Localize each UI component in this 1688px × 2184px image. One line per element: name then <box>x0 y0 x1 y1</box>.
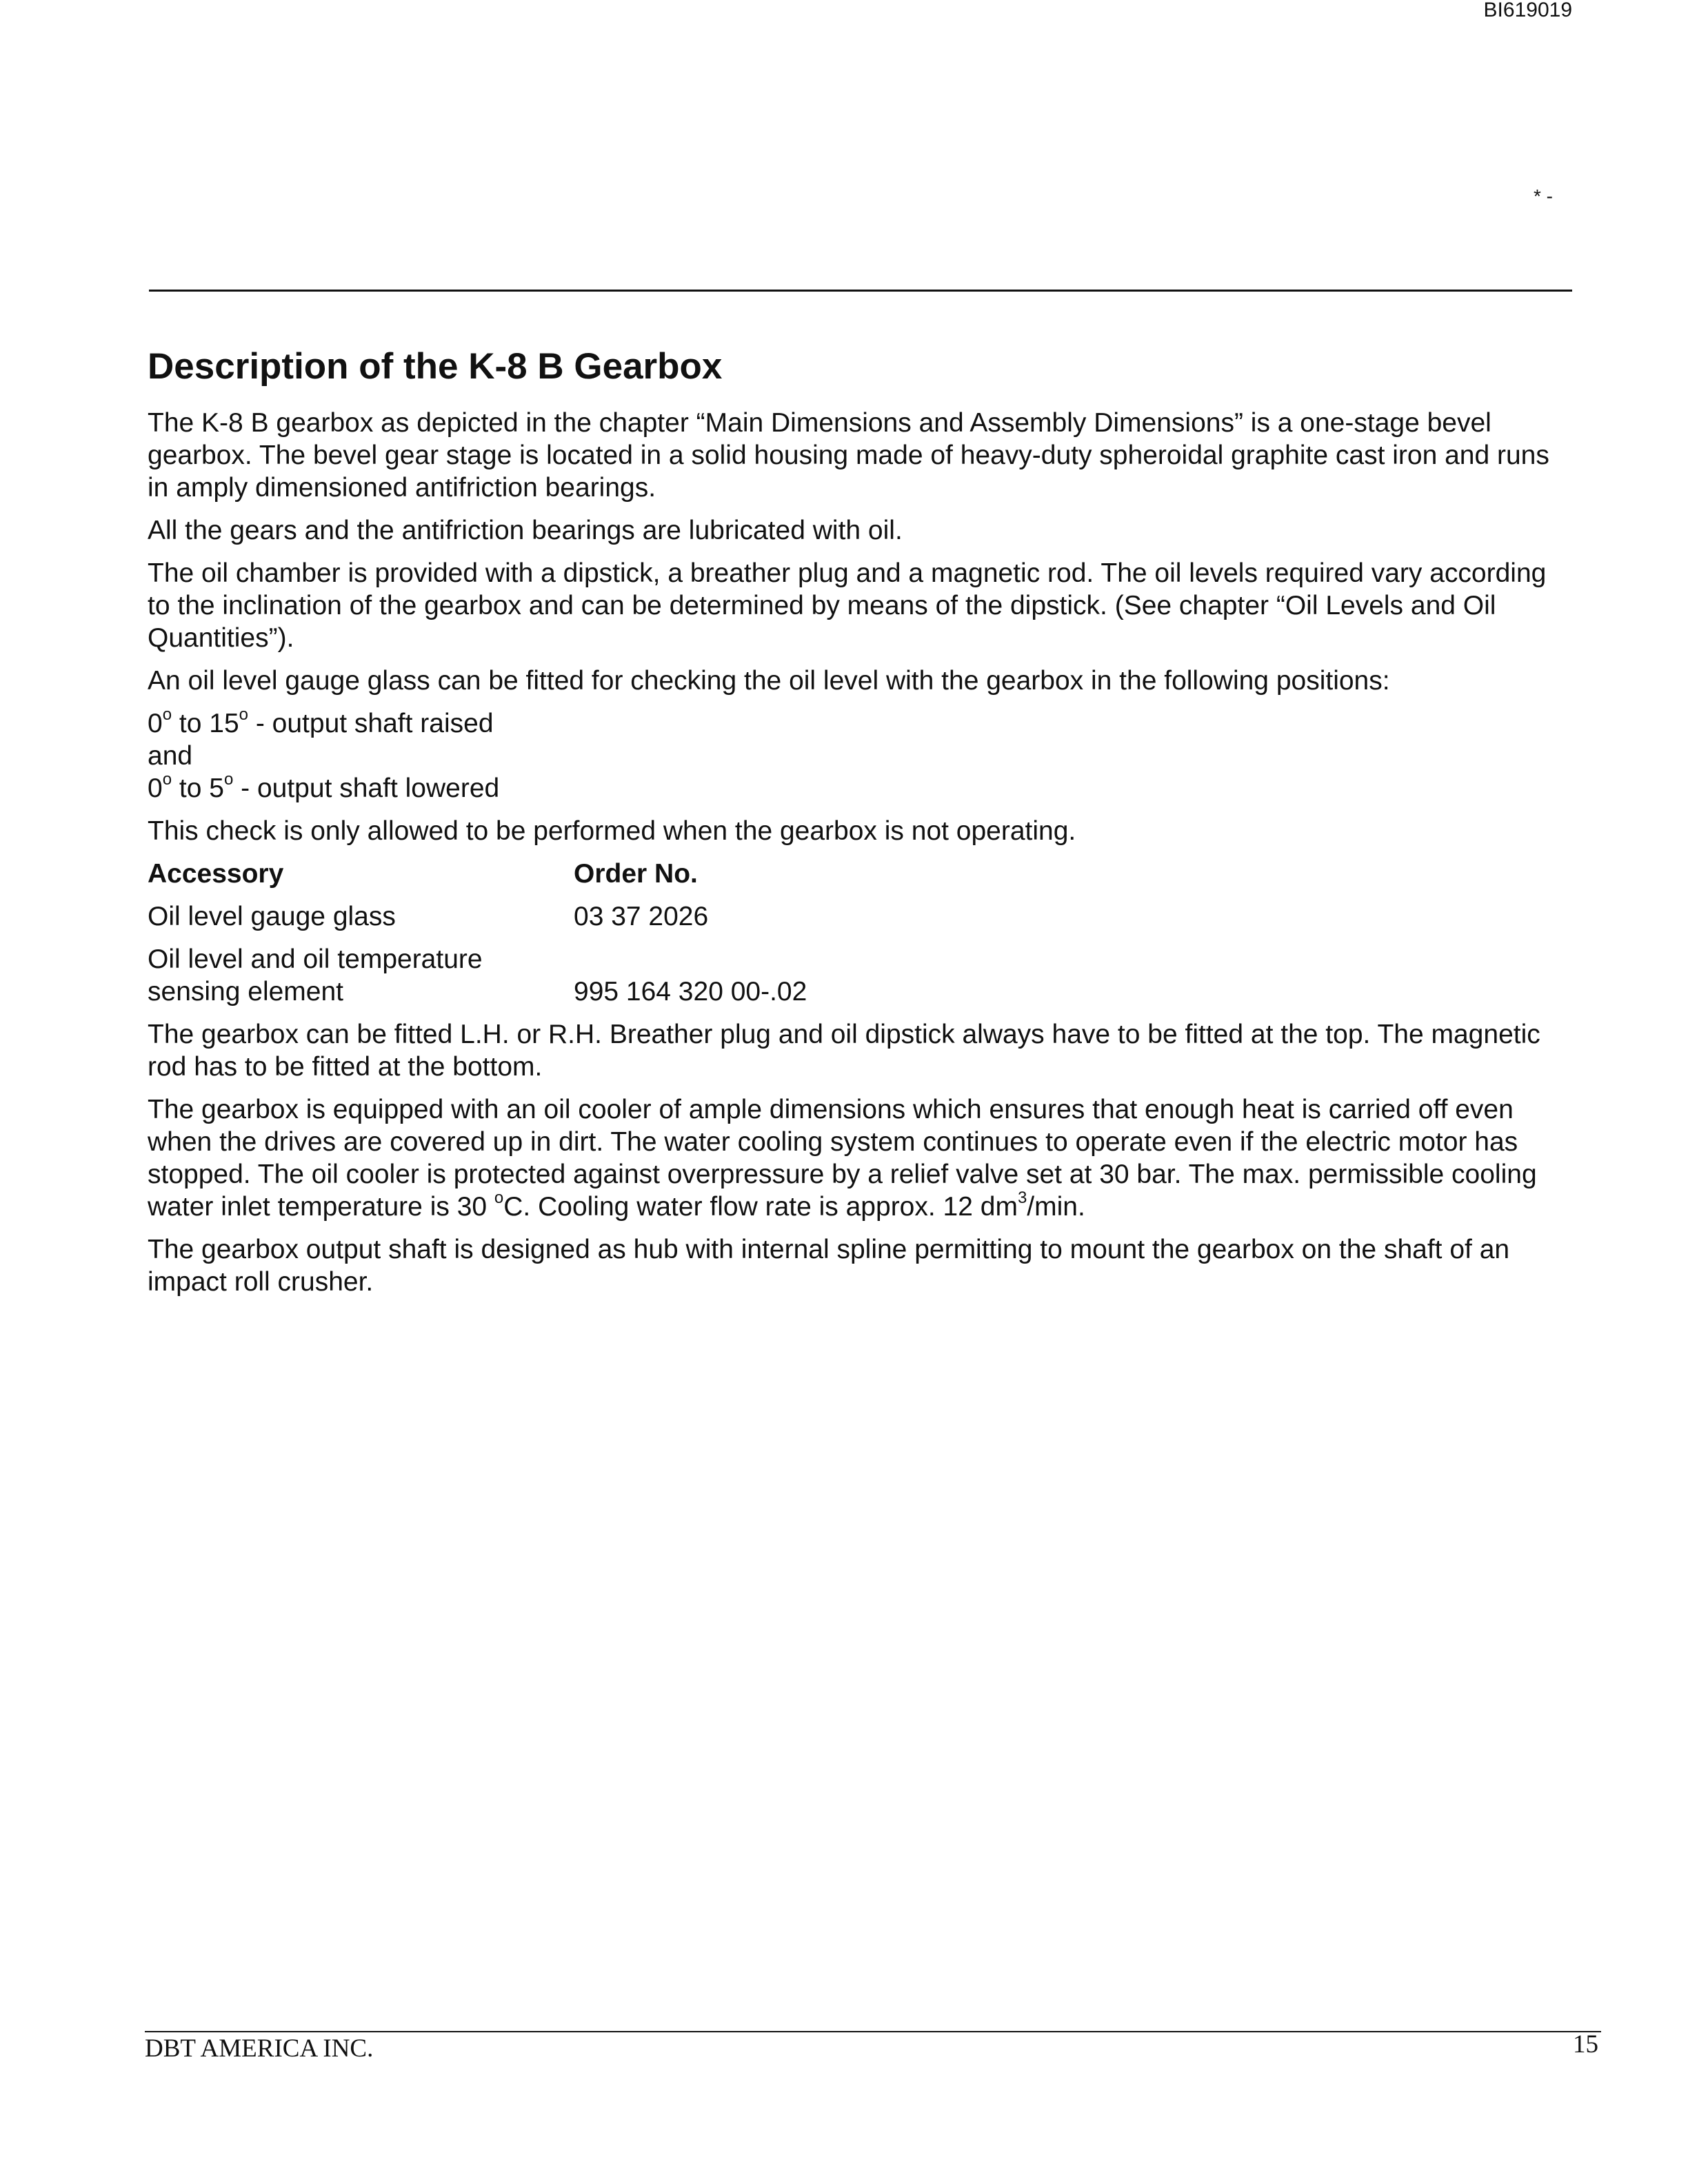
header-accessory: Accessory <box>148 859 284 889</box>
table-row <box>148 900 807 943</box>
paragraph-check-note: This check is only allowed to be performed when the gearbox is not operating. <box>148 816 1076 846</box>
paragraph-gauge-glass: An oil level gauge glass can be fitted for checking the oil level with the gearbox in the following positions: <box>148 666 1390 696</box>
position-lowered: 0$^o$ to 5$^o$ - output shaft lowered <box>148 770 500 803</box>
footer-divider <box>145 2031 1601 2032</box>
page-title: Description of the K-8 B Gearbox <box>148 346 723 387</box>
page-number: 15 <box>1573 2030 1598 2059</box>
header-order-no: Order No. <box>574 859 698 889</box>
paragraph-oil-cooler: The gearbox is equipped with an oil cooler of ample dimensions which ensures that enough heat is carried off even when the drives are covered up in dirt. The water cooling system continues to operate even if the electric motor has stopped. The oil cooler is protected against overpressure by a relief valve set at 30 bar. The max. permissible cooling water inlet temperature is 30 $^o$C. Cooling water flow rate is approx. 12 $dm^3/\min$. <box>148 1095 1537 1222</box>
degree-superscript: o <box>223 770 234 789</box>
paragraph-output-shaft: The gearbox output shaft is designed as hub with internal spline permitting to mount the gearbox on the shaft of an impact roll crusher. <box>148 1235 1510 1297</box>
order-number: 995 164 320 00-.02 <box>574 977 807 1007</box>
cubic-superscript: 3 <box>1017 1189 1027 1207</box>
footer-company: DBT AMERICA INC. <box>145 2034 374 2063</box>
paragraph-lubrication: All the gears and the antifriction bearings are lubricated with oil. <box>148 516 903 545</box>
document-id: BI619019 <box>1483 0 1572 21</box>
table-row <box>148 943 807 1008</box>
accessory-table <box>148 858 807 1008</box>
positions-list <box>148 707 1575 805</box>
paragraph-gearbox-overview: The K-8 B gearbox as depicted in the chapter “Main Dimensions and Assembly Dimensions” is a one-stage bevel gearbox. The bevel gear stage is located in a solid housing made of heavy-duty spheroidal graphite cast iron and runs in amply dimensioned antifriction bearings. <box>148 408 1549 503</box>
degree-superscript: o <box>239 705 248 724</box>
header-divider <box>149 290 1572 292</box>
accessory-name: Oil level gauge glass <box>148 902 396 931</box>
table-header-row <box>148 858 807 900</box>
degree-superscript: o <box>162 770 172 789</box>
corner-mark: * - <box>1534 185 1553 207</box>
paragraph-oil-chamber: The oil chamber is provided with a dipstick, a breather plug and a magnetic rod. The oil levels required vary according to the inclination of the gearbox and can be determined by means of the dipstick. (See chapter “Oil Levels and Oil Quantities”). <box>148 558 1547 653</box>
degree-superscript: o <box>494 1189 504 1207</box>
page-content <box>148 345 1575 1308</box>
order-number: 03 37 2026 <box>574 902 709 931</box>
position-conjunction: and <box>148 741 193 771</box>
degree-superscript: o <box>162 705 172 724</box>
paragraph-mounting: The gearbox can be fitted L.H. or R.H. Breather plug and oil dipstick always have to be fitted at the top. The magnetic rod has to be fitted at the bottom. <box>148 1020 1540 1082</box>
position-raised: 0$^o$ to 15$^o$ - output shaft raised <box>148 705 494 738</box>
accessory-name: Oil level and oil temperature sensing element <box>148 944 483 1007</box>
